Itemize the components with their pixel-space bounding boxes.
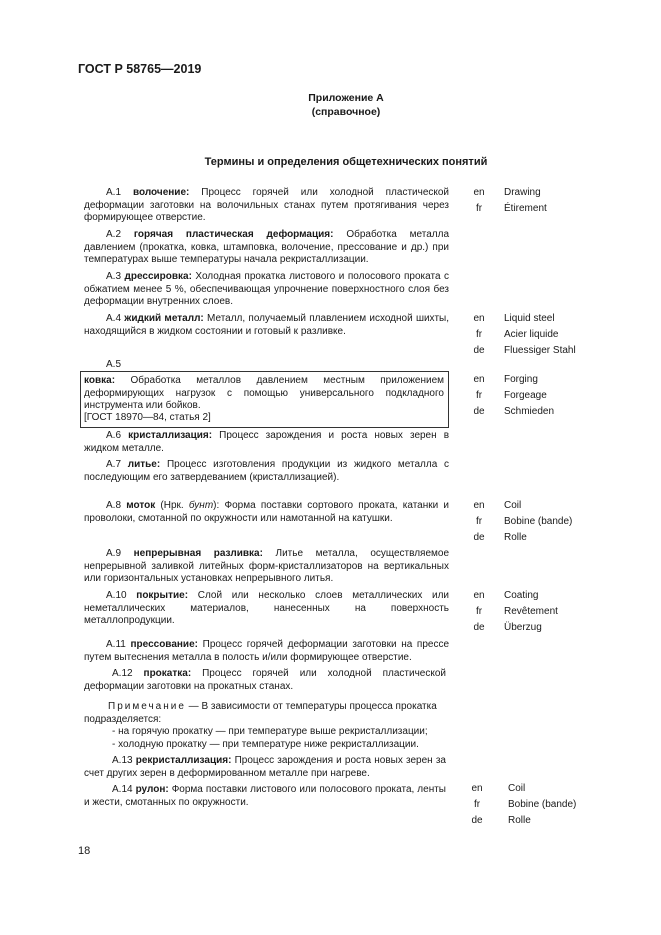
term-definition: Форма поставки листового или полосового проката, ленты и жести, смотанных по окружности. (84, 784, 446, 808)
term-entry (84, 590, 449, 628)
term-number: А.6 (106, 430, 122, 441)
term-definition: Форма поставки сортового проката, катанки и проволоки, смотанной по окружности или намотанной на катушки. (84, 500, 450, 524)
term-number: А.5 (106, 359, 122, 370)
note-label: Примечание (108, 701, 186, 712)
standard-header: ГОСТ Р 58765—2019 (78, 62, 202, 76)
term-name: жидкий металл: (124, 313, 204, 324)
term-number: А.4 (106, 313, 122, 324)
note-item: - холодную прокатку — при температуре ниже рекристаллизации. (112, 739, 419, 750)
term-entry (84, 375, 444, 413)
term-name: моток (126, 500, 156, 511)
term-number: А.10 (106, 590, 127, 601)
term-entry (84, 187, 449, 225)
term-name: покрытие: (136, 590, 189, 601)
term-entry (84, 548, 449, 586)
term-name: рулон: (135, 784, 169, 795)
term-name: рекристаллизация: (135, 755, 232, 766)
note-text: — В зависимости от температуры процесса прокатка подразделяется: (84, 701, 437, 725)
note (84, 701, 449, 726)
term-definition: Процесс горячей или холодной пластической деформации заготовки на прокатных станах. (84, 668, 447, 692)
term-definition: Процесс горячей деформации заготовки на прессе путем вытеснения металла в полость и/или формирующее отверстие. (84, 639, 450, 663)
appendix-subtitle: (справочное) (311, 106, 381, 118)
section-title: Термины и определения общетехнических понятий (204, 156, 488, 168)
term-definition: Обработка металлов давлением местным приложением деформирующих нагрузок с помощью универсального подкладного инструмента или бойков. (84, 375, 445, 411)
term-entry: А.8 моток (Нрк. бунт): Форма поставки сортового проката, катанки и проволоки, смотанной по окружности или намотанной на катушки. (84, 500, 450, 524)
term-entry (84, 430, 449, 455)
term-definition: Обработка металла давлением (прокатка, ковка, штамповка, волочение, прессование и др.) при температурах выше температуры начала рекристаллизации. (84, 229, 449, 265)
term-name: прессование: (130, 639, 198, 650)
term-definition: Процесс горячей или холодной пластической деформации заготовки на волочильных станах путем протягивания через формирующее отверстие. (84, 187, 450, 223)
term-number: А.11 (106, 639, 126, 650)
term-entry (84, 784, 446, 809)
term-name: горячая пластическая деформация: (133, 229, 334, 240)
term-definition: Слой или несколько слоев металлических или неметаллических материалов, нанесенных на поверхность металлопродукции. (84, 590, 450, 626)
term-number-line (84, 359, 449, 372)
term-number: А.13 (112, 755, 133, 766)
term-reference: [ГОСТ 18970—84, статья 2] (84, 412, 211, 423)
term-number: А.8 (106, 500, 122, 511)
appendix-title: Приложение А (308, 92, 384, 104)
term-name: кристаллизация: (128, 430, 213, 441)
term-entry (84, 459, 449, 484)
term-definition: Процесс зарождения и роста новых зерен в жидком металле. (84, 430, 450, 454)
term-definition: Процесс изготовления продукции из жидкого металла с последующим его затвердеванием (кристаллизацией). (84, 459, 449, 483)
term-entry (84, 313, 449, 338)
document-page: ГОСТ Р 58765—2019 Приложение А (справочное) Термины и определения общетехнических понятий А.1 волочение: Процесс горячей или холодной пластической деформации заготовки на волочильных станах путем протягивания через формирующее отверстие. А.2 горячая пластическая деформация: Обработка металла давлением (прокатка, ковка, штамповка, волочение, прессование и др.) при температурах выше температуры начала рекристаллизации. А.3 дрессировка: Холодная прокатка листового и полосового проката с обжатием менее 5 %, обеспечивающая упрочнение поверхностного слоя без деформации внутренних слоев. А.4 жидкий металл: Металл, получаемый плавлением исходной шихты, находящийся в жидком состоянии и готовый к разливке. А.5 ковка: Обработка металлов давлением местным приложением деформирующих нагрузок с помощью универсального подкладного инструмента или бойков. [ГОСТ 18970—84, статья 2] А.6 кристаллизация: Процесс зарождения и роста новых зерен в жидком металле. А.7 литье: Процесс изготовления продукции из жидкого металла с последующим его затвердеванием (кристаллизацией). А.8 моток (Нрк. бунт): Форма поставки сортового проката, катанки и проволоки, смотанной по окружности или намотанной на катушки. А.9 непрерывная разливка: Литье металла, осуществляемое непрерывной заливкой литейных форм-кристаллизаторов на вертикальных или горизонтальных установках непрерывного литья. А.10 покрытие: Слой или несколько слоев металлических или неметаллических материалов, нанесенных на поверхность металлопродукции. А.11 прессование: Процесс горячей деформации заготовки на прессе путем вытеснения металла в полость и/или формирующее отверстие. А.12 прокатка: Процесс горячей или холодной пластической деформации заготовки на прокатных станах. Примечание — В зависимости от температуры процесса прокатка подразделяется: - на горячую прокатку — при температуре выше рекристаллизации; - холодную прокатку — при температуре ниже рекристаллизации. А.13 рекристаллизация: Процесс зарождения и роста новых зерен за счет других зерен в деформированном металле при нагреве. А.14 рулон: Форма поставки листового или полосового проката, ленты и жести, смотанных по окружности. en Drawing fr Étirement en Liquid steel fr Acier liquide de Fluessiger Stahl en Forging fr Forgeage de Schmieden en Coil fr Bobine (bande) de Rolle en Coating fr Revêtement de Überzug en Coil fr Bobine (bande) de Rolle 18 (0, 0, 661, 935)
term-definition: Литье металла, осуществляемое непрерывной заливкой литейных форм-кристаллизаторов на вертикальных или горизонтальных установках непрерывного литья. (84, 548, 450, 584)
term-name: литье: (127, 459, 161, 470)
term-entry (84, 229, 449, 267)
term-entry (84, 271, 449, 309)
term-number: А.14 (112, 784, 133, 795)
term-number: А.7 (106, 459, 122, 470)
page-number: 18 (78, 845, 91, 857)
term-number: А.12 (112, 668, 133, 679)
term-definition: Металл, получаемый плавлением исходной шихты, находящийся в жидком состоянии и готовый к разливке. (84, 313, 449, 337)
term-name: прокатка: (143, 668, 192, 679)
term-number: А.1 (106, 187, 122, 198)
term-name: дрессировка: (124, 271, 192, 282)
term-number: А.2 (106, 229, 122, 240)
term-definition: Процесс зарождения и роста новых зерен за счет других зерен в деформированном металле при нагреве. (84, 755, 446, 779)
term-entry (84, 755, 446, 780)
note-item: - на горячую прокатку — при температуре выше рекристаллизации; (112, 726, 428, 737)
term-name: ковка: (84, 375, 116, 386)
term-definition: Холодная прокатка листового и полосового проката с обжатием менее 5 %, обеспечивающая упрочнение поверхностного слоя без деформации внутренних слоев. (84, 271, 449, 307)
term-name: непрерывная разливка: (133, 548, 263, 559)
term-entry (84, 668, 446, 693)
term-number: А.9 (106, 548, 122, 559)
term-name: волочение: (132, 187, 190, 198)
deprecated-term: бунт (188, 500, 214, 511)
term-entry (84, 639, 449, 664)
term-number: А.3 (106, 271, 122, 282)
